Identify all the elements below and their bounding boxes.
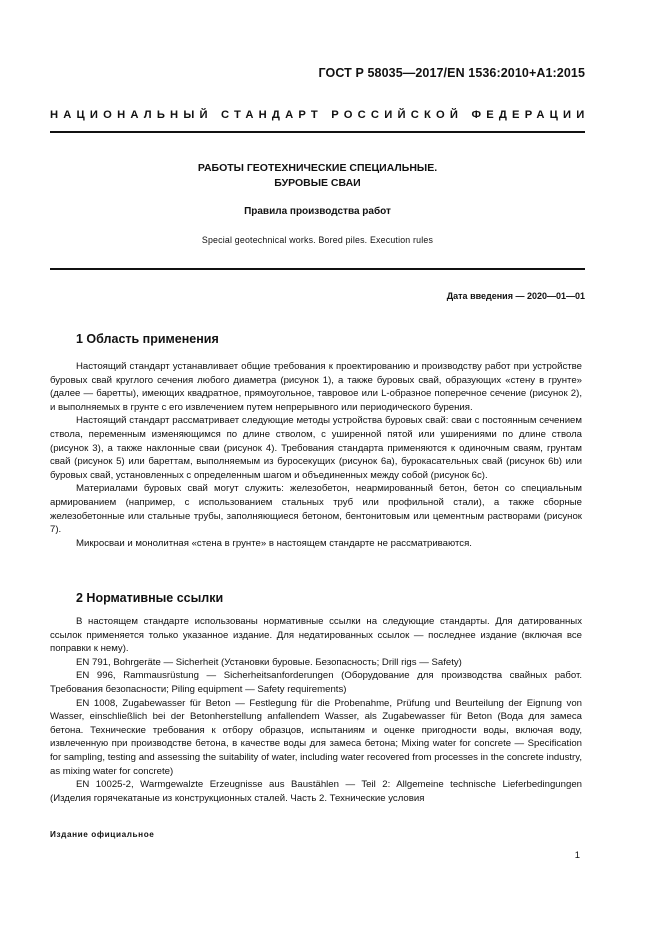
title-line-1: РАБОТЫ ГЕОТЕХНИЧЕСКИЕ СПЕЦИАЛЬНЫЕ. (197, 162, 438, 174)
reference-item: EN 1008, Zugabewasser für Beton — Festlegung für die Probenahme, Prüfung und Beurteilung der Eignung von Wasser, einschließlich bei der Betonherstellung anfallendem Wasser, als Zugabewasser für Beton (Вода для замеса бетона. Технические требования к отбору образцов, испытаниям и оценке пригодности воды, включая воду, извлеченную при производстве бетона, в качестве воды для замеса бетона; Mixing water for concrete — Specification for sampling, testing and assessing the suitability of water, including water recovered from processes in the concrete industry, as mixing water for concrete) (50, 697, 582, 777)
paragraph: Материалами буровых свай могут служить: железобетон, неармированный бетон, бетон со специальным армированием (например, с использованием стальных труб или профильной стали), а также сборные железобетонные или стальные трубы, заполняющиеся бетоном, бентонитовым или цементным растворами (рисунок 7). (50, 483, 582, 536)
reference-item: EN 791, Bohrgeräte — Sicherheit (Установки буровые. Безопасность; Drill rigs — Safety) (76, 656, 462, 668)
national-standard-banner: НАЦИОНАЛЬНЫЙ СТАНДАРТ РОССИЙСКОЙ ФЕДЕРАЦИИ (50, 109, 590, 121)
section-2-body (50, 615, 582, 805)
paragraph: Настоящий стандарт устанавливает общие требования к проектированию и производству работ при устройстве буровых свай круглого сечения любого диаметра (рисунок 1), а также буровых свай, образующих «стену в грунте» (далее — баретты), имеющих квадратное, прямоугольное, тавровое или L-образное поперечное сечение (рисунок 2), и выполняемых в грунте с его извлечением путем непрерывного или периодического бурения. (50, 361, 582, 413)
middle-divider (50, 268, 585, 270)
paragraph: Настоящий стандарт рассматривает следующие методы устройства буровых свай: сваи с постоянным сечением ствола, переменным изменяющимся по длине стволом, с уширенной пятой или уширениями по длине ствола (рисунок 3), а также наклонные сваи (рисунок 4). Требования стандарта применяются к одиночным сваям, грунтам свай (рисунок 5) или бареттам, выполняемым из буросекущих (рисунок 6а), бурокасательных свай (рисунок 6b) или буровых свай, установленных с определенным шагом и объединенных между собой (рисунок 6с). (50, 415, 582, 481)
reference-item: EN 996, Rammausrüstung — Sicherheitsanforderungen (Оборудование для производства свайных работ. Требования безопасности; Piling equipment — Safety requirements) (50, 670, 582, 695)
english-title: Special geotechnical works. Bored piles. Execution rules (201, 235, 434, 245)
document-code: ГОСТ Р 58035—2017/EN 1536:2010+A1:2015 (318, 66, 585, 80)
section-1-body (50, 360, 582, 550)
paragraph: Микросваи и монолитная «стена в грунте» в настоящем стандарте не рассматриваются. (76, 537, 472, 549)
paragraph: В настоящем стандарте использованы нормативные ссылки на следующие стандарты. Для датированных ссылок применяется только указанное издание. Для недатированных ссылок — последнее издание (включая все поправки к нему). (50, 616, 582, 655)
document-title (50, 161, 585, 191)
title-line-2: БУРОВЫЕ СВАИ (274, 177, 361, 189)
section-2-heading: 2 Нормативные ссылки (76, 591, 224, 605)
document-subtitle: Правила производства работ (244, 206, 391, 217)
top-divider (50, 131, 585, 133)
page-number: 1 (574, 850, 580, 861)
section-1-heading: 1 Область применения (76, 332, 219, 346)
introduction-date: Дата введения — 2020—01—01 (446, 291, 585, 301)
reference-item: EN 10025-2, Warmgewalzte Erzeugnisse aus Baustählen — Teil 2: Allgemeine technische Lieferbedingungen (Изделия горячекатаные из конструкционных сталей. Часть 2. Технические условия (50, 779, 582, 804)
official-edition-note: Издание официальное (50, 830, 155, 839)
